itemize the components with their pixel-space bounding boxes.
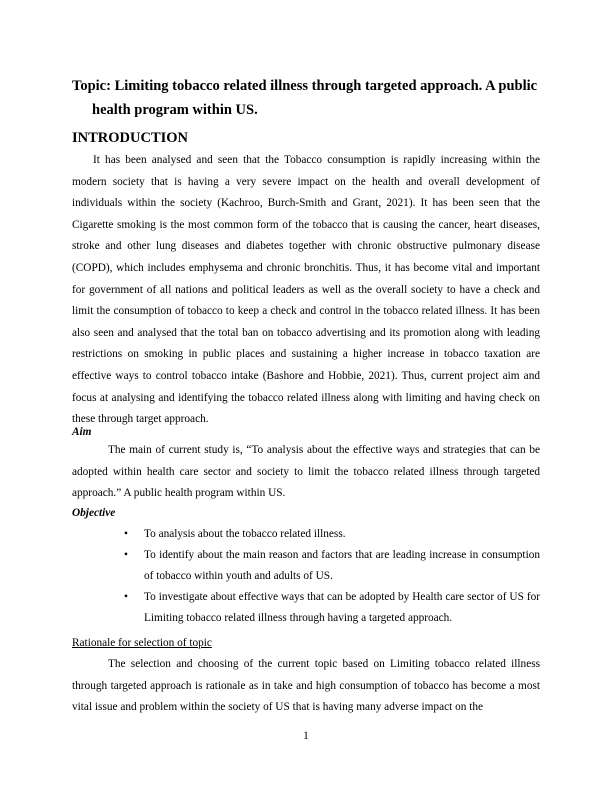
topic-title	[72, 74, 540, 122]
list-item	[124, 545, 540, 587]
bullet-icon: •	[124, 528, 128, 540]
topic-title-line1: Topic: Limiting tobacco related illness through targeted approach. A public	[72, 78, 538, 94]
bullet-icon: •	[124, 549, 128, 561]
page-number: 1	[303, 730, 309, 742]
list-item	[124, 587, 540, 629]
topic-title-line2: health program within US.	[92, 102, 258, 118]
objective-list	[124, 524, 540, 629]
aim-paragraph: The main of current study is, “To analysis about the effective ways and strategies that can be adopted within health care sector and society to limit the tobacco related illness through targeted approach.” A public health program within US.	[72, 444, 540, 500]
bullet-icon: •	[124, 591, 128, 603]
list-item	[124, 524, 540, 545]
introduction-paragraph: It has been analysed and seen that the Tobacco consumption is rapidly increasing within the modern society that is having a very severe impact on the health and overall development of individuals within the society (Kachroo, Burch-Smith and Grant, 2021). It has been seen that the Cigarette smoking is the most common form of the tobacco that is causing the cancer, heart diseases, stroke and other lung diseases and diabetes together with chronic obstructive pulmonary disease (COPD), which includes emphysema and chronic bronchitis. Thus, it has become vital and important for government of all nations and political leaders as well as the overall society to have a check and limit the consumption of tobacco to keep a check and control in the tobacco related illness. It has been also seen and analysed that the total ban on tobacco advertising and its promotion along with leading restrictions on smoking in public places and sustaining a higher increase in tobacco taxation are effective ways to control tobacco intake (Bashore and Hobbie, 2021). Thus, current project aim and focus at analysing and identifying the tobacco related illness along with limiting and having check on these through target approach.	[72, 154, 540, 426]
objective-text: To investigate about effective ways that can be adopted by Health care sector of US for Limiting tobacco related illness through having a targeted approach.	[144, 591, 540, 624]
rationale-heading: Rationale for selection of topic	[72, 637, 212, 649]
objective-heading: Objective	[72, 507, 116, 519]
objective-text: To analysis about the tobacco related illness.	[144, 528, 346, 540]
objective-text: To identify about the main reason and factors that are leading increase in consumption of tobacco within youth and adults of US.	[144, 549, 540, 582]
introduction-heading: INTRODUCTION	[72, 130, 189, 146]
rationale-paragraph: The selection and choosing of the current topic based on Limiting tobacco related illness through targeted approach is rationale as in take and high consumption of tobacco has become a most vital issue and problem within the society of US that is having many adverse impact on the	[72, 658, 540, 714]
aim-heading: Aim	[72, 426, 92, 438]
